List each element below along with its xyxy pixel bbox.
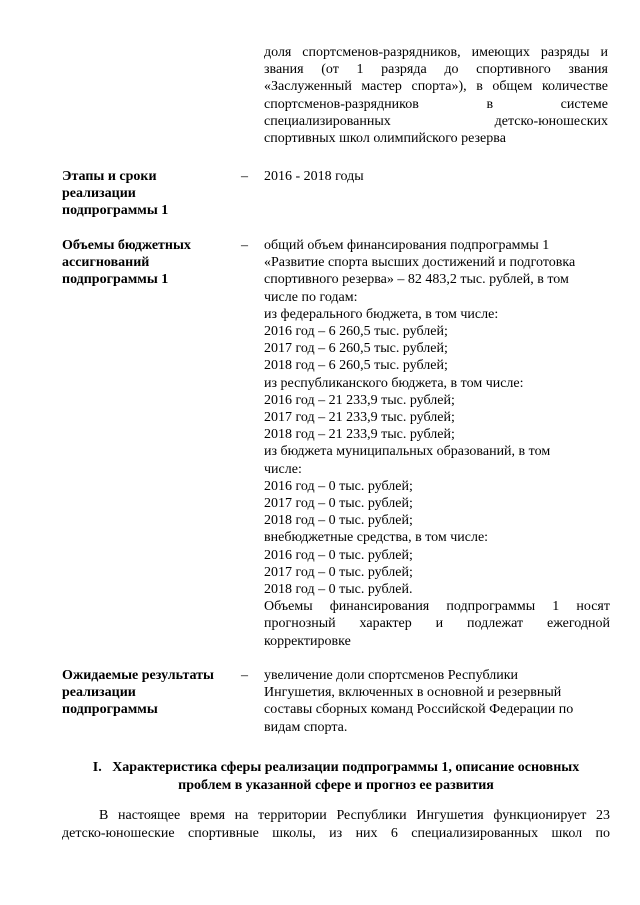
results-label: Ожидаемые результаты реализации подпрограммы xyxy=(62,668,214,718)
budget-line: числе: xyxy=(264,461,302,477)
results-line: Ингушетия, включенных в основной и резервный xyxy=(264,685,562,701)
results-content xyxy=(264,667,610,736)
budget-line: 2016 год – 0 тыс. рублей; xyxy=(264,547,413,563)
budget-line: 2017 год – 0 тыс. рублей; xyxy=(264,564,413,580)
budget-line: 2017 год – 6 260,5 тыс. рублей; xyxy=(264,341,448,357)
intro-line: спортсменов-разрядников в системе xyxy=(264,96,608,112)
budget-line: 2016 год – 0 тыс. рублей; xyxy=(264,478,413,494)
budget-label: Объемы бюджетных ассигнований подпрограммы 1 xyxy=(62,238,191,288)
budget-line: спортивного резерва» – 82 483,2 тыс. рублей, в том xyxy=(264,272,569,288)
body-line: В настоящее время на территории Республики Ингушетия функционирует 23 xyxy=(99,808,610,823)
body-paragraph xyxy=(62,807,610,843)
budget-line: из республиканского бюджета, в том числе: xyxy=(264,375,524,391)
budget-line: 2018 год – 6 260,5 тыс. рублей; xyxy=(264,358,448,374)
body-line: детско-юношеские спортивные школы, из них 6 специализированных школ по xyxy=(62,826,610,841)
intro-line: специализированных детско-юношеских xyxy=(264,113,608,129)
dash: – xyxy=(241,668,248,683)
section-heading-line: проблем в указанной сфере и прогноз ее развития xyxy=(178,777,494,793)
budget-note-line: Объемы финансирования подпрограммы 1 носят xyxy=(264,599,610,615)
budget-line: 2018 год – 0 тыс. рублей; xyxy=(264,513,413,529)
budget-line: общий объем финансирования подпрограммы 1 xyxy=(264,238,550,253)
budget-line: «Развитие спорта высших достижений и подготовка xyxy=(264,255,576,271)
intro-line: спортивных школ олимпийского резерва xyxy=(264,131,506,147)
budget-note-line: корректировке xyxy=(264,633,351,649)
intro-line: звания (от 1 разряда до спортивного звания xyxy=(264,62,608,78)
budget-line: из бюджета муниципальных образований, в том xyxy=(264,444,551,460)
results-line: увеличение доли спортсменов Республики xyxy=(264,668,519,683)
budget-line: 2016 год – 6 260,5 тыс. рублей; xyxy=(264,324,448,340)
budget-note-line: прогнозный характер и подлежат ежегодной xyxy=(264,616,610,632)
results-line: составы сборных команд Российской Федерации по xyxy=(264,702,574,718)
budget-line: 2018 год – 0 тыс. рублей. xyxy=(264,582,413,598)
budget-line: внебюджетные средства, в том числе: xyxy=(264,530,489,546)
budget-line: 2017 год – 21 233,9 тыс. рублей; xyxy=(264,410,455,426)
stages-label: Этапы и сроки реализации подпрограммы 1 xyxy=(62,169,169,219)
dash: – xyxy=(241,169,248,184)
intro-line: доля спортсменов-разрядников, имеющих разряды и xyxy=(264,45,608,60)
target-indicator-text xyxy=(264,44,608,147)
budget-line: числе по годам: xyxy=(264,289,358,305)
budget-line: 2016 год – 21 233,9 тыс. рублей; xyxy=(264,392,455,408)
budget-line: 2017 год – 0 тыс. рублей; xyxy=(264,496,413,512)
stages-value: 2016 - 2018 годы xyxy=(264,169,364,184)
budget-content xyxy=(264,237,610,650)
results-line: видам спорта. xyxy=(264,719,348,735)
section-heading xyxy=(62,759,610,794)
intro-line: «Заслуженный мастер спорта»), в общем количестве xyxy=(264,79,608,95)
dash: – xyxy=(241,238,248,253)
budget-line: из федерального бюджета, в том числе: xyxy=(264,306,499,322)
budget-line: 2018 год – 21 233,9 тыс. рублей; xyxy=(264,427,455,443)
section-heading-line: I. Характеристика сферы реализации подпрограммы 1, описание основных xyxy=(92,760,580,775)
